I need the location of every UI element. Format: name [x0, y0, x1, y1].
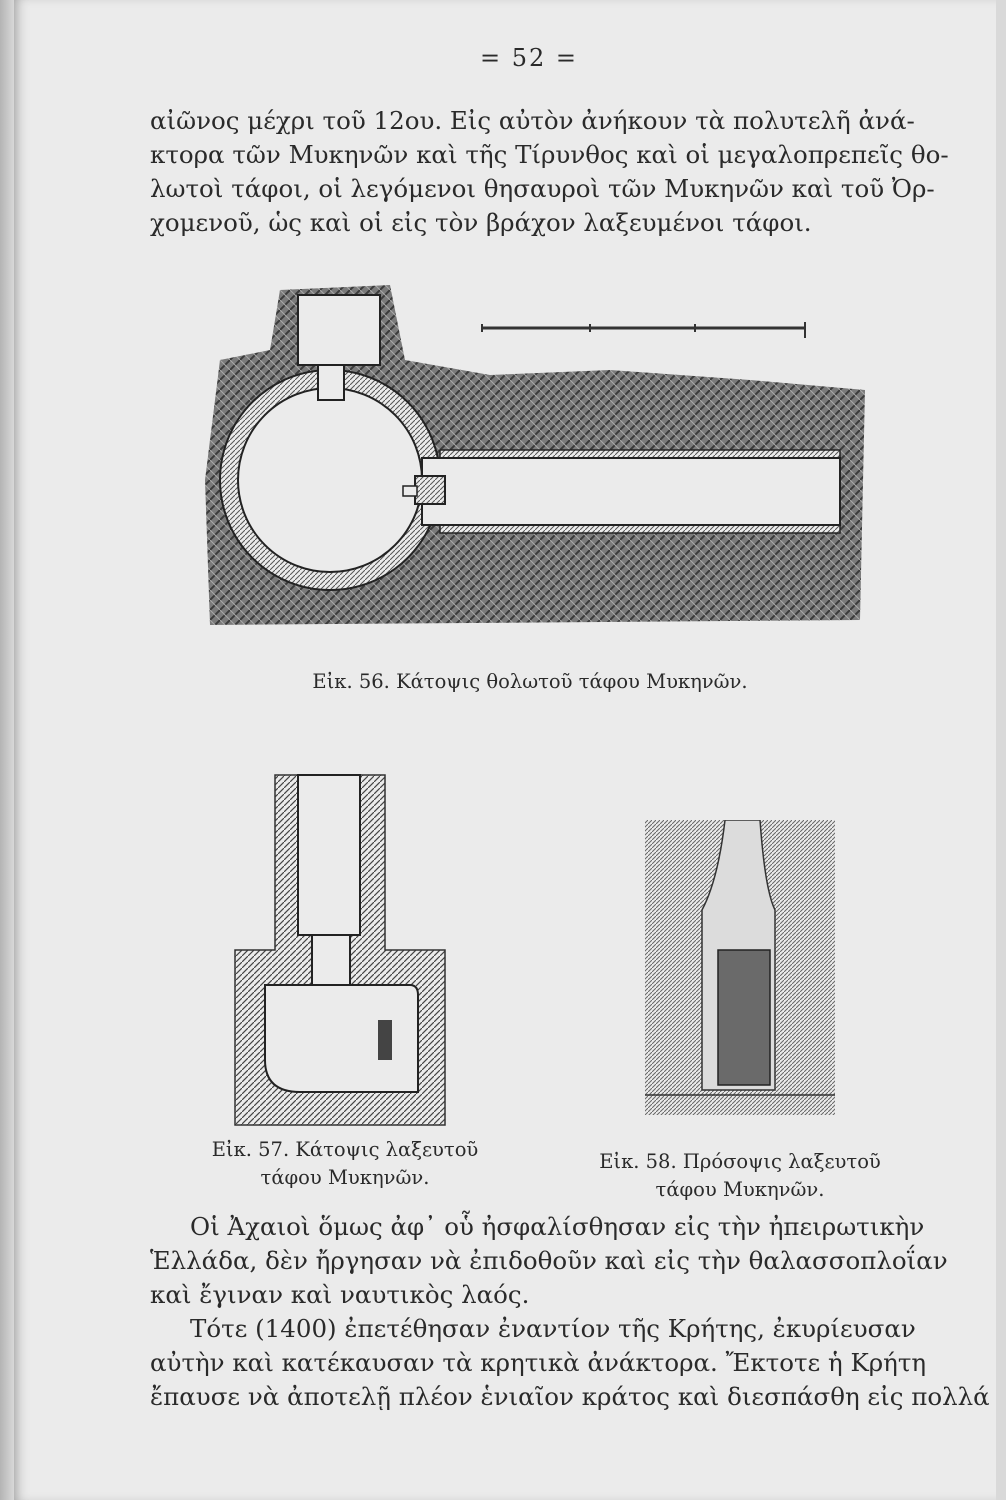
text-line: Τότε (1400) ἐπετέθησαν ἐναντίον τῆς Κρήτης, ἐκυρίευσαν: [190, 1314, 916, 1343]
text-line: αὐτὴν καὶ κατέκαυσαν τὰ κρητικὰ ἀνάκτορα. Ἔκτοτε ἡ Κρήτη: [150, 1348, 927, 1377]
figure-58-caption: [580, 1148, 900, 1204]
caption-line: τάφου Μυκηνῶν.: [260, 1166, 430, 1189]
text-line: λωτοὶ τάφοι, οἱ λεγόμενοι θησαυροὶ τῶν Μυκηνῶν καὶ τοῦ Ὀρ-: [150, 174, 935, 203]
figure-56-tholos-plan: [190, 280, 870, 630]
caption-line: Εἰκ. 57. Κάτοψις λαξευτοῦ: [211, 1138, 479, 1161]
caption-line: Εἰκ. 58. Πρόσοψις λαξευτοῦ: [599, 1150, 881, 1173]
top-paragraph: [150, 104, 949, 240]
text-line: κτορα τῶν Μυκηνῶν καὶ τῆς Τίρυνθος καὶ οἱ μεγαλοπρεπεῖς θο-: [150, 140, 949, 169]
figure-57-rockcut-plan: [230, 770, 450, 1130]
text-line: αἰῶνος μέχρι τοῦ 12ου. Εἰς αὐτὸν ἀνήκουν τὰ πολυτελῆ ἀνά-: [150, 106, 915, 135]
text-line: ἔπαυσε νὰ ἀποτελῇ πλέον ἑνιαῖον κράτος καὶ διεσπάσθη εἰς πολλά: [150, 1382, 990, 1411]
caption-line: τάφου Μυκηνῶν.: [655, 1178, 825, 1201]
text-line: χομενοῦ, ὡς καὶ οἱ εἰς τὸν βράχον λαξευμένοι τάφοι.: [150, 208, 812, 237]
bottom-paragraph: [150, 1210, 990, 1414]
caption-line: Εἰκ. 56. Κάτοψις θολωτοῦ τάφου Μυκηνῶν.: [312, 670, 748, 693]
text-line: Ἑλλάδα, δὲν ἤργησαν νὰ ἐπιδοθοῦν καὶ εἰς τὴν θαλασσοπλοΐαν: [150, 1246, 948, 1275]
figure-56-caption: [250, 668, 810, 696]
text-line: καὶ ἔγιναν καὶ ναυτικὸς λαός.: [150, 1280, 530, 1309]
figure-57-caption: [195, 1136, 495, 1192]
figure-58-rockcut-facade: [640, 820, 840, 1120]
page-number: = 52 =: [480, 44, 579, 72]
text-line: Οἱ Ἀχαιοὶ ὅμως ἀφ᾽ οὗ ἠσφαλίσθησαν εἰς τὴν ἠπειρωτικὴν: [190, 1212, 925, 1241]
